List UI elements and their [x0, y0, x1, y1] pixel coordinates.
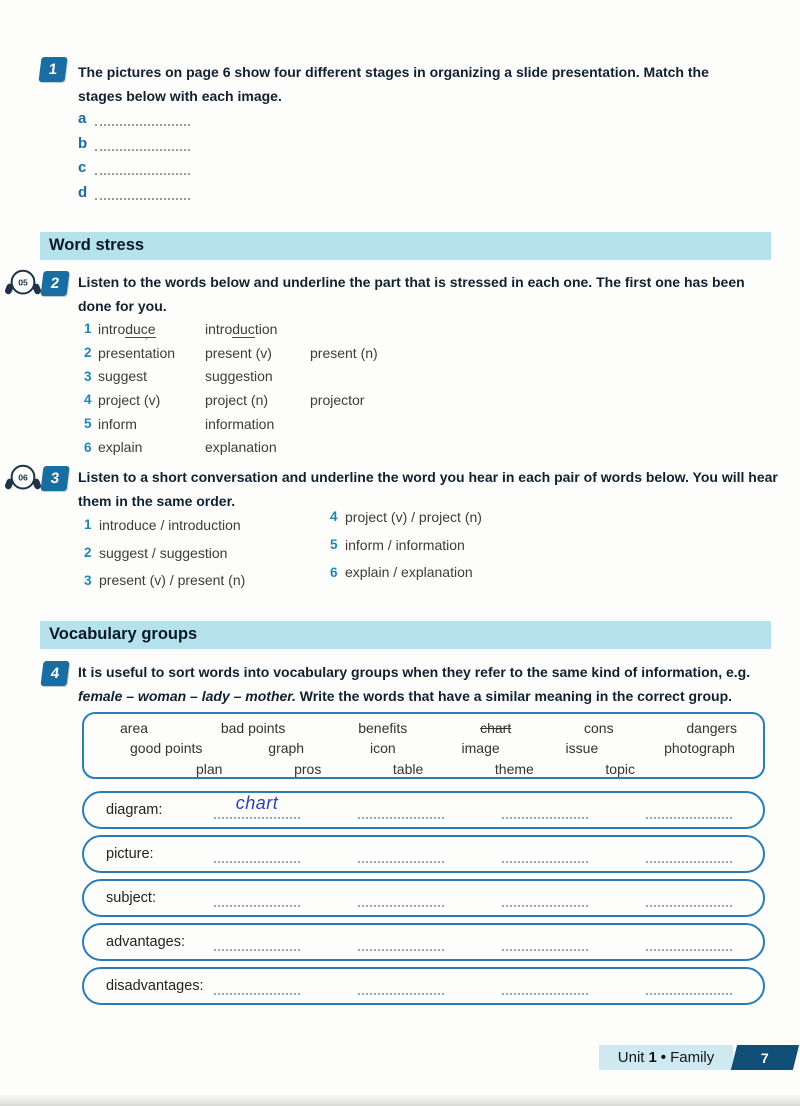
footer-unit-prefix: Unit — [617, 1049, 645, 1066]
item-number: 2 — [84, 345, 92, 361]
answer-line — [358, 809, 444, 819]
audio-track-label: 05 — [18, 277, 28, 288]
category-row — [82, 791, 765, 829]
category-label: subject: — [106, 890, 156, 906]
blank-letter: b — [78, 134, 88, 152]
answer-line — [646, 941, 732, 951]
word-row — [84, 412, 378, 436]
item-number: 6 — [84, 439, 92, 455]
word-segment: suggestion — [205, 368, 273, 385]
word-segment: information — [205, 415, 275, 432]
headphones-icon — [3, 463, 43, 494]
exercise4-instruction — [78, 660, 778, 708]
word-cell — [205, 439, 310, 455]
footer-bullet: • — [660, 1049, 667, 1066]
footer-unit-name: Family — [670, 1049, 715, 1066]
headphones-icon — [3, 268, 43, 299]
exercise2-number: 2 — [49, 275, 61, 292]
word-segment: projector — [310, 391, 365, 408]
answer-line — [646, 897, 732, 907]
word-row — [84, 317, 378, 341]
category-label: advantages: — [106, 934, 186, 950]
answer-line — [214, 985, 300, 995]
word-cell — [98, 335, 205, 361]
scan-shadow — [0, 1094, 800, 1106]
answer-line — [95, 161, 190, 175]
word-stress-section-header — [40, 232, 771, 260]
category-rows — [82, 791, 765, 1005]
word-cell — [98, 439, 205, 455]
word-cell — [205, 392, 310, 408]
answer-line — [646, 985, 732, 995]
exercise4-example: female – woman – lady – mother. — [78, 688, 296, 704]
pair-row — [84, 511, 245, 539]
blank-letter: c — [78, 159, 87, 176]
word-bank-item: icon — [369, 740, 396, 757]
word-bank-item: topic — [605, 760, 635, 777]
word-bank-item: dangers — [686, 720, 737, 737]
exercise3-number: 3 — [49, 470, 61, 487]
stressed-syllable: duc — [232, 320, 255, 337]
category-label: disadvantages: — [106, 978, 204, 994]
item-number: 4 — [330, 509, 338, 525]
answer-line — [95, 186, 190, 200]
word-segment: present — [98, 344, 145, 361]
word-segment: tion — [254, 320, 278, 337]
exercise1-blank-row — [78, 109, 190, 126]
pair-row — [330, 559, 482, 587]
exercise4-instruction-text: Write the words that have a similar meaning in the correct group. — [295, 688, 733, 704]
answer-line — [358, 985, 444, 995]
exercise4-instruction-text: It is useful to sort words into vocabulary groups when they refer to the same kind of information, e.g. — [78, 664, 751, 680]
category-row — [82, 923, 765, 961]
word-bank-item: benefits — [358, 720, 408, 737]
answer-line — [502, 809, 588, 819]
word-bank-item: plan — [196, 760, 223, 777]
pair-text: suggest / suggestion — [99, 544, 228, 561]
answer-line — [646, 809, 732, 819]
word-row — [84, 435, 378, 459]
exercise3-pairs-left-column — [84, 511, 245, 594]
pair-row — [330, 503, 482, 531]
exercise4-number: 4 — [49, 665, 61, 682]
word-segment: suggest — [98, 368, 148, 385]
answer-line — [358, 941, 444, 951]
word-segment: a ´ — [142, 335, 153, 361]
word-cell — [98, 392, 205, 408]
item-number: 5 — [330, 537, 338, 553]
word-bank-item: good points — [130, 740, 203, 757]
word-cell — [310, 392, 364, 408]
word-cell — [98, 321, 205, 337]
handwritten-answer: chart — [235, 793, 279, 813]
exercise1-number-badge — [38, 57, 67, 82]
category-row — [82, 835, 765, 873]
word-segment: present (v) — [205, 344, 272, 361]
exercise3-pairs-right-column — [330, 503, 482, 586]
word-bank-item: area — [120, 720, 149, 737]
pair-text: project (v) / project (n) — [345, 508, 482, 525]
word-segment: explanation — [205, 439, 277, 456]
word-cell — [205, 321, 310, 337]
item-number: 3 — [84, 572, 92, 588]
word-segment: tion — [152, 344, 176, 361]
stressed-syllable: duce — [125, 320, 156, 337]
word-cell — [205, 345, 310, 361]
word-segment: present (n) — [310, 344, 378, 361]
footer-unit-number: 1 — [648, 1049, 657, 1066]
item-number: 2 — [84, 545, 92, 561]
word-bank-item: table — [392, 760, 424, 777]
exercise1-blank-row — [78, 134, 190, 151]
word-stress-title: Word stress — [49, 236, 145, 254]
word-segment: project (n) — [205, 391, 269, 408]
word-bank-item: cons — [584, 720, 614, 737]
answer-line — [502, 897, 588, 907]
pair-text: inform / information — [345, 536, 465, 553]
answer-line — [358, 853, 444, 863]
answer-line — [214, 897, 300, 907]
stress-mark: ´ — [142, 335, 149, 350]
word-bank-row — [84, 738, 763, 758]
word-segment: inform — [98, 415, 137, 432]
answer-line — [502, 941, 588, 951]
word-row — [84, 388, 378, 412]
pair-text: present (v) / present (n) — [99, 572, 246, 589]
answer-line — [214, 853, 300, 863]
word-bank — [82, 712, 765, 779]
page-number-badge — [731, 1045, 799, 1070]
category-row — [82, 967, 765, 1005]
word-bank-row — [84, 759, 763, 779]
exercise1-blank-row — [78, 183, 190, 200]
answer-line — [502, 985, 588, 995]
word-row — [84, 335, 378, 365]
blank-letter: a — [78, 110, 87, 127]
blank-letter: d — [78, 183, 88, 201]
exercise2-instruction: Listen to the words below and underline the part that is stressed in each one. The first one has been done for you. — [78, 274, 745, 314]
category-label: picture: — [106, 846, 154, 862]
item-number: 3 — [84, 368, 92, 384]
answer-line — [646, 853, 732, 863]
vocabulary-groups-title: Vocabulary groups — [49, 625, 198, 643]
item-number: 1 — [84, 517, 92, 533]
answer-line — [95, 137, 190, 151]
audio-track-label: 06 — [18, 472, 28, 483]
word-cell — [205, 368, 310, 384]
word-bank-item: pros — [294, 760, 322, 777]
item-number: 6 — [330, 564, 338, 580]
pair-text: introduce / introduction — [99, 516, 241, 533]
pair-row — [84, 539, 245, 567]
footer-unit-label — [599, 1045, 733, 1070]
exercise1-blanks — [78, 109, 190, 207]
exercise4-number-badge — [40, 661, 69, 686]
exercise2-word-table — [84, 317, 378, 459]
word-cell — [310, 345, 378, 361]
word-cell — [98, 368, 205, 384]
item-number: 4 — [84, 392, 92, 408]
word-bank-item: issue — [565, 740, 599, 757]
pair-row — [84, 567, 245, 595]
exercise1-blank-row — [78, 158, 190, 175]
item-number: 5 — [84, 416, 92, 432]
word-segment: intro — [98, 320, 126, 337]
word-bank-item: bad points — [220, 720, 286, 737]
category-label: diagram: — [106, 802, 163, 818]
word-segment: project (v) — [98, 391, 161, 408]
exercise3-instruction: Listen to a short conversation and underline the word you hear in each pair of words below. You will hear them in the same order. — [78, 469, 778, 509]
word-segment: explain — [98, 439, 143, 456]
answer-line — [358, 897, 444, 907]
word-row — [84, 364, 378, 388]
exercise2-number-badge — [40, 271, 69, 296]
exercise3-number-badge — [40, 466, 69, 491]
vocabulary-groups-section-header — [40, 621, 771, 649]
word-cell — [98, 416, 205, 432]
answer-line — [95, 112, 190, 126]
word-cell — [205, 416, 310, 432]
pair-row — [330, 531, 482, 559]
word-bank-item: image — [461, 740, 500, 757]
word-bank-item: chart — [480, 720, 512, 737]
word-segment: intro — [205, 320, 233, 337]
exercise1-instruction: The pictures on page 6 show four different stages in organizing a slide presentation. Match the stages below with each image. — [78, 64, 709, 104]
word-bank-row — [84, 718, 763, 738]
word-bank-item: photograph — [664, 740, 735, 757]
answer-line — [214, 941, 300, 951]
item-number: 1 — [84, 321, 92, 337]
word-bank-item: theme — [494, 760, 534, 777]
answer-line — [502, 853, 588, 863]
word-bank-item: graph — [268, 740, 305, 757]
page-number: 7 — [761, 1049, 769, 1066]
exercise1-number: 1 — [47, 61, 59, 78]
category-row — [82, 879, 765, 917]
pair-text: explain / explanation — [345, 564, 473, 581]
